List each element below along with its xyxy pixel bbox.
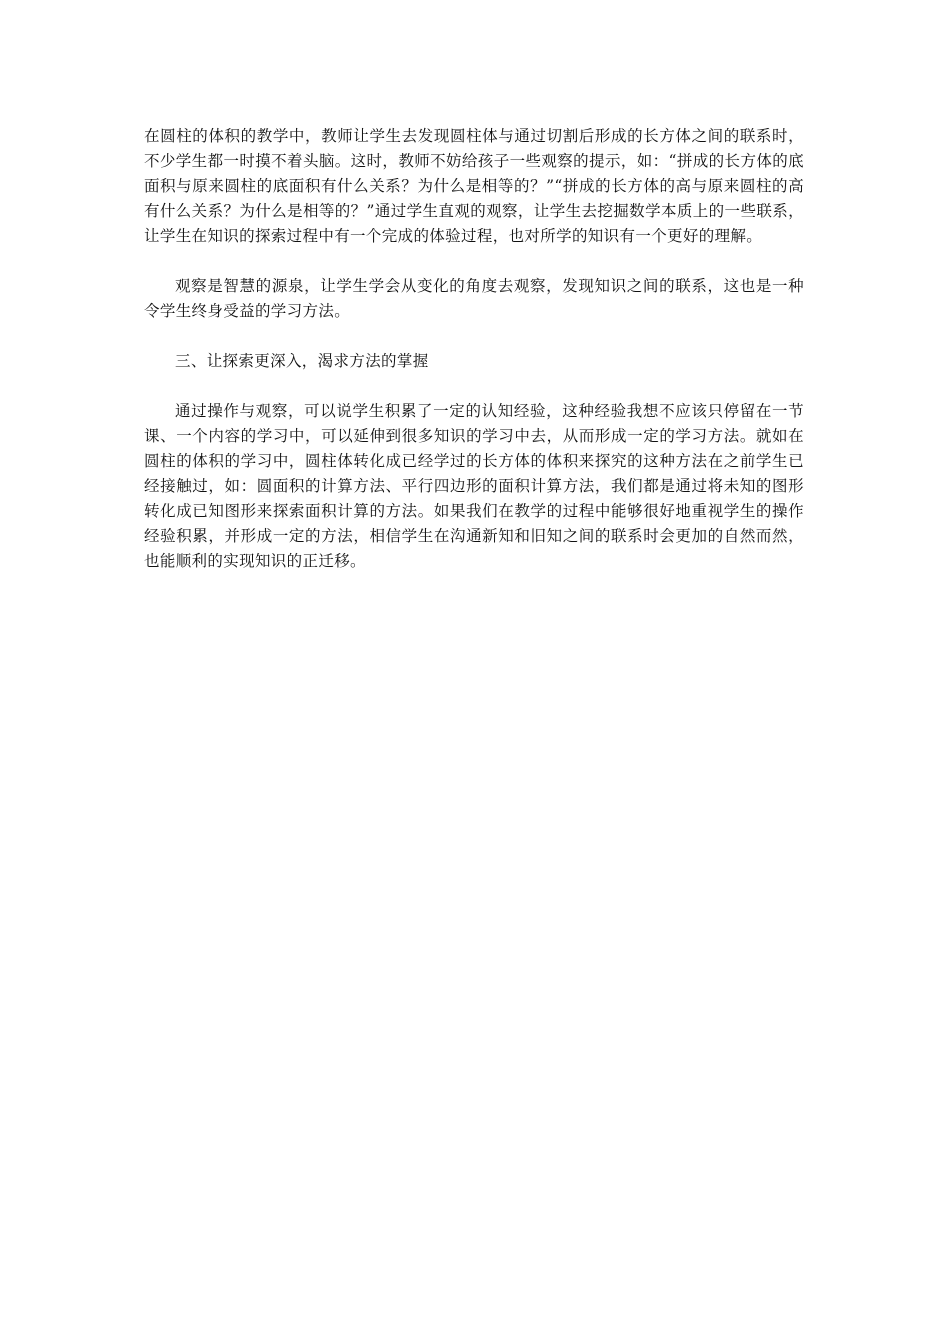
document-body (144, 124, 804, 599)
section-heading-three: 三、让探索更深入，渴求方法的掌握 (175, 352, 429, 370)
paragraph-observation: 观察是智慧的源泉，让学生学会从变化的角度去观察，发现知识之间的联系，这也是一种令学生终身受益的学习方法。 (144, 277, 804, 320)
paragraph-cylinder-volume-teaching: 在圆柱的体积的教学中，教师让学生去发现圆柱体与通过切割后形成的长方体之间的联系时，不少学生都一时摸不着头脑。这时，教师不妨给孩子一些观察的提示，如：“拼成的长方体的底面积与原来圆柱的底面积有什么关系？为什么是相等的？”“拼成的长方体的高与原来圆柱的高有什么关系？为什么是相等的？”通过学生直观的观察，让学生去挖掘数学本质上的一些联系，让学生在知识的探索过程中有一个完成的体验过程，也对所学的知识有一个更好的理解。 (144, 127, 804, 245)
paragraph-operation-experience: 通过操作与观察，可以说学生积累了一定的认知经验，这种经验我想不应该只停留在一节课、一个内容的学习中，可以延伸到很多知识的学习中去，从而形成一定的学习方法。就如在圆柱的体积的学习中，圆柱体转化成已经学过的长方体的体积来探究的这种方法在之前学生已经接触过，如：圆面积的计算方法、平行四边形的面积计算方法，我们都是通过将未知的图形转化成已知图形来探索面积计算的方法。如果我们在教学的过程中能够很好地重视学生的操作经验积累，并形成一定的方法，相信学生在沟通新知和旧知之间的联系时会更加的自然而然，也能顺利的实现知识的正迁移。 (144, 402, 804, 570)
